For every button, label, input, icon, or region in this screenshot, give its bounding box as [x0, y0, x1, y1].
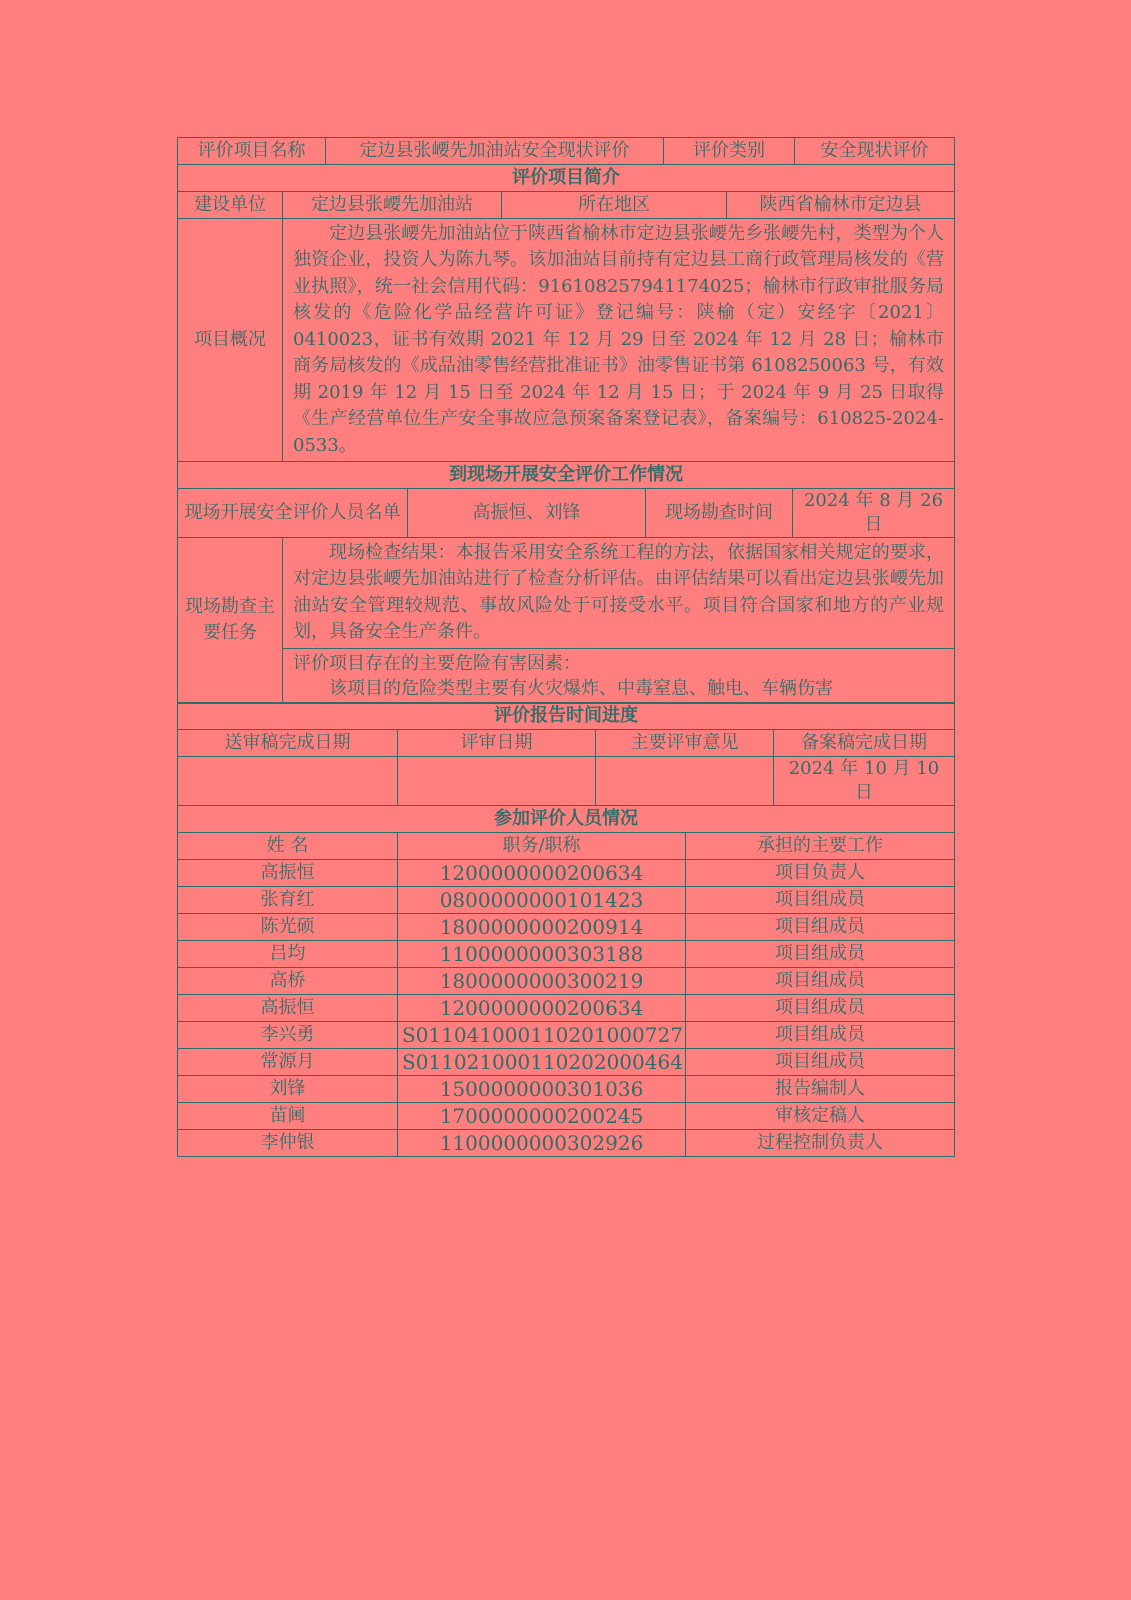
site-time: 2024 年 8 月 26 日	[793, 488, 955, 537]
unit: 定边县张崾先加油站	[283, 191, 502, 218]
col-filing-date: 备案稿完成日期	[774, 730, 955, 757]
person-certificate: 1800000000200914	[398, 913, 686, 940]
section-title-site: 到现场开展安全评价工作情况	[178, 461, 955, 488]
table-row	[178, 1048, 955, 1075]
person-certificate: S011021000110202000464	[398, 1048, 686, 1075]
person-work: 项目组成员	[686, 967, 955, 994]
filing-date: 2024 年 10 月 10 日	[774, 757, 955, 806]
person-certificate: 1100000000302926	[398, 1129, 686, 1156]
person-name: 苗阃	[178, 1102, 398, 1129]
table-row	[178, 1129, 955, 1156]
staff: 高振恒、刘锋	[408, 488, 646, 537]
label-staff: 现场开展安全评价人员名单	[178, 488, 408, 537]
table-row	[178, 940, 955, 967]
person-name: 吕均	[178, 940, 398, 967]
person-certificate: 1200000000200634	[398, 994, 686, 1021]
overview-text	[283, 218, 955, 462]
people-rows	[178, 859, 955, 1156]
label-region: 所在地区	[502, 191, 727, 218]
table-row	[178, 859, 955, 886]
person-work: 审核定稿人	[686, 1102, 955, 1129]
project-name: 定边县张崾先加油站安全现状评价	[326, 138, 664, 165]
person-name: 李仲银	[178, 1129, 398, 1156]
table-row	[178, 1021, 955, 1048]
col-name: 姓 名	[178, 832, 398, 859]
section-title-intro: 评价项目简介	[178, 164, 955, 191]
label-overview: 项目概况	[178, 218, 283, 462]
evaluation-form	[177, 137, 954, 1157]
person-work: 项目组成员	[686, 913, 955, 940]
person-certificate: 0800000000101423	[398, 886, 686, 913]
review-date	[398, 757, 596, 806]
label-project-name: 评价项目名称	[178, 138, 326, 165]
section-title-schedule: 评价报告时间进度	[178, 703, 955, 730]
person-work: 项目组成员	[686, 940, 955, 967]
hazard-cell	[283, 648, 955, 703]
col-submit-date: 送审稿完成日期	[178, 730, 398, 757]
table-row	[178, 1075, 955, 1102]
col-review-opinion: 主要评审意见	[596, 730, 774, 757]
people-table	[177, 805, 955, 1157]
person-certificate: 1100000000303188	[398, 940, 686, 967]
label-category: 评价类别	[664, 138, 795, 165]
table-row	[178, 994, 955, 1021]
hazard-label: 评价项目存在的主要危险有害因素：	[293, 652, 581, 674]
person-certificate: 1200000000200634	[398, 859, 686, 886]
person-certificate: 1500000000301036	[398, 1075, 686, 1102]
person-work: 项目组成员	[686, 1021, 955, 1048]
person-work: 项目组成员	[686, 994, 955, 1021]
col-work: 承担的主要工作	[686, 832, 955, 859]
person-name: 常源月	[178, 1048, 398, 1075]
person-work: 项目组成员	[686, 1048, 955, 1075]
hazard-text: 该项目的危险类型主要有火灾爆炸、中毒窒息、触电、车辆伤害	[329, 677, 833, 699]
region: 陕西省榆林市定边县	[727, 191, 955, 218]
person-name: 高振恒	[178, 859, 398, 886]
site-table	[177, 461, 955, 704]
person-name: 陈光硕	[178, 913, 398, 940]
table-row	[178, 967, 955, 994]
site-result-paragraph: 现场检查结果：本报告采用安全系统工程的方法，依据国家相关规定的要求，对定边县张崾先加油站进行了检查分析评估。由评估结果可以看出定边县张崾先加油站安全管理较规范、事故风险处于可接受水平。项目符合国家和地方的产业规划，具备安全生产条件。	[293, 541, 945, 642]
person-work: 过程控制负责人	[686, 1129, 955, 1156]
person-certificate: S011041000110201000727	[398, 1021, 686, 1048]
person-name: 高振恒	[178, 994, 398, 1021]
col-title: 职务/职称	[398, 832, 686, 859]
person-certificate: 1800000000300219	[398, 967, 686, 994]
overview-paragraph: 定边县张崾先加油站位于陕西省榆林市定边县张崾先乡张崾先村，类型为个人独资企业，投资人为陈九琴。该加油站目前持有定边县工商行政管理局核发的《营业执照》，统一社会信用代码：916108257941174025；榆林市行政审批服务局核发的《危险化学品经营许可证》登记编号：陕榆（定）安经字〔2021〕0410023，证书有效期 2021 年 12 月 29 日至 2024 年 12 月 28 日；榆林市商务局核发的《成品油零售经营批准证书》油零售证书第 6108250063 号，有效期 2019 年 12 月 15 日至 2024 年 12 月 15 日；于 2024 年 9 月 25 日取得《生产经营单位生产安全事故应急预案备案登记表》，备案编号：610825-2024-0533。	[293, 222, 944, 456]
schedule-table	[177, 702, 955, 806]
label-site-task: 现场勘查主要任务	[178, 537, 283, 703]
table-row	[178, 913, 955, 940]
person-name: 李兴勇	[178, 1021, 398, 1048]
review-opinion	[596, 757, 774, 806]
col-review-date: 评审日期	[398, 730, 596, 757]
table-row	[178, 886, 955, 913]
intro-table	[177, 164, 955, 463]
person-work: 项目组成员	[686, 886, 955, 913]
person-name: 张育红	[178, 886, 398, 913]
person-work: 项目负责人	[686, 859, 955, 886]
person-name: 高桥	[178, 967, 398, 994]
label-unit: 建设单位	[178, 191, 283, 218]
person-certificate: 1700000000200245	[398, 1102, 686, 1129]
label-site-time: 现场勘查时间	[646, 488, 793, 537]
category: 安全现状评价	[795, 138, 955, 165]
site-result	[283, 537, 955, 648]
person-name: 刘锋	[178, 1075, 398, 1102]
project-header-table	[177, 137, 955, 165]
table-row	[178, 1102, 955, 1129]
section-title-people: 参加评价人员情况	[178, 805, 955, 832]
submit-date	[178, 757, 398, 806]
person-work: 报告编制人	[686, 1075, 955, 1102]
